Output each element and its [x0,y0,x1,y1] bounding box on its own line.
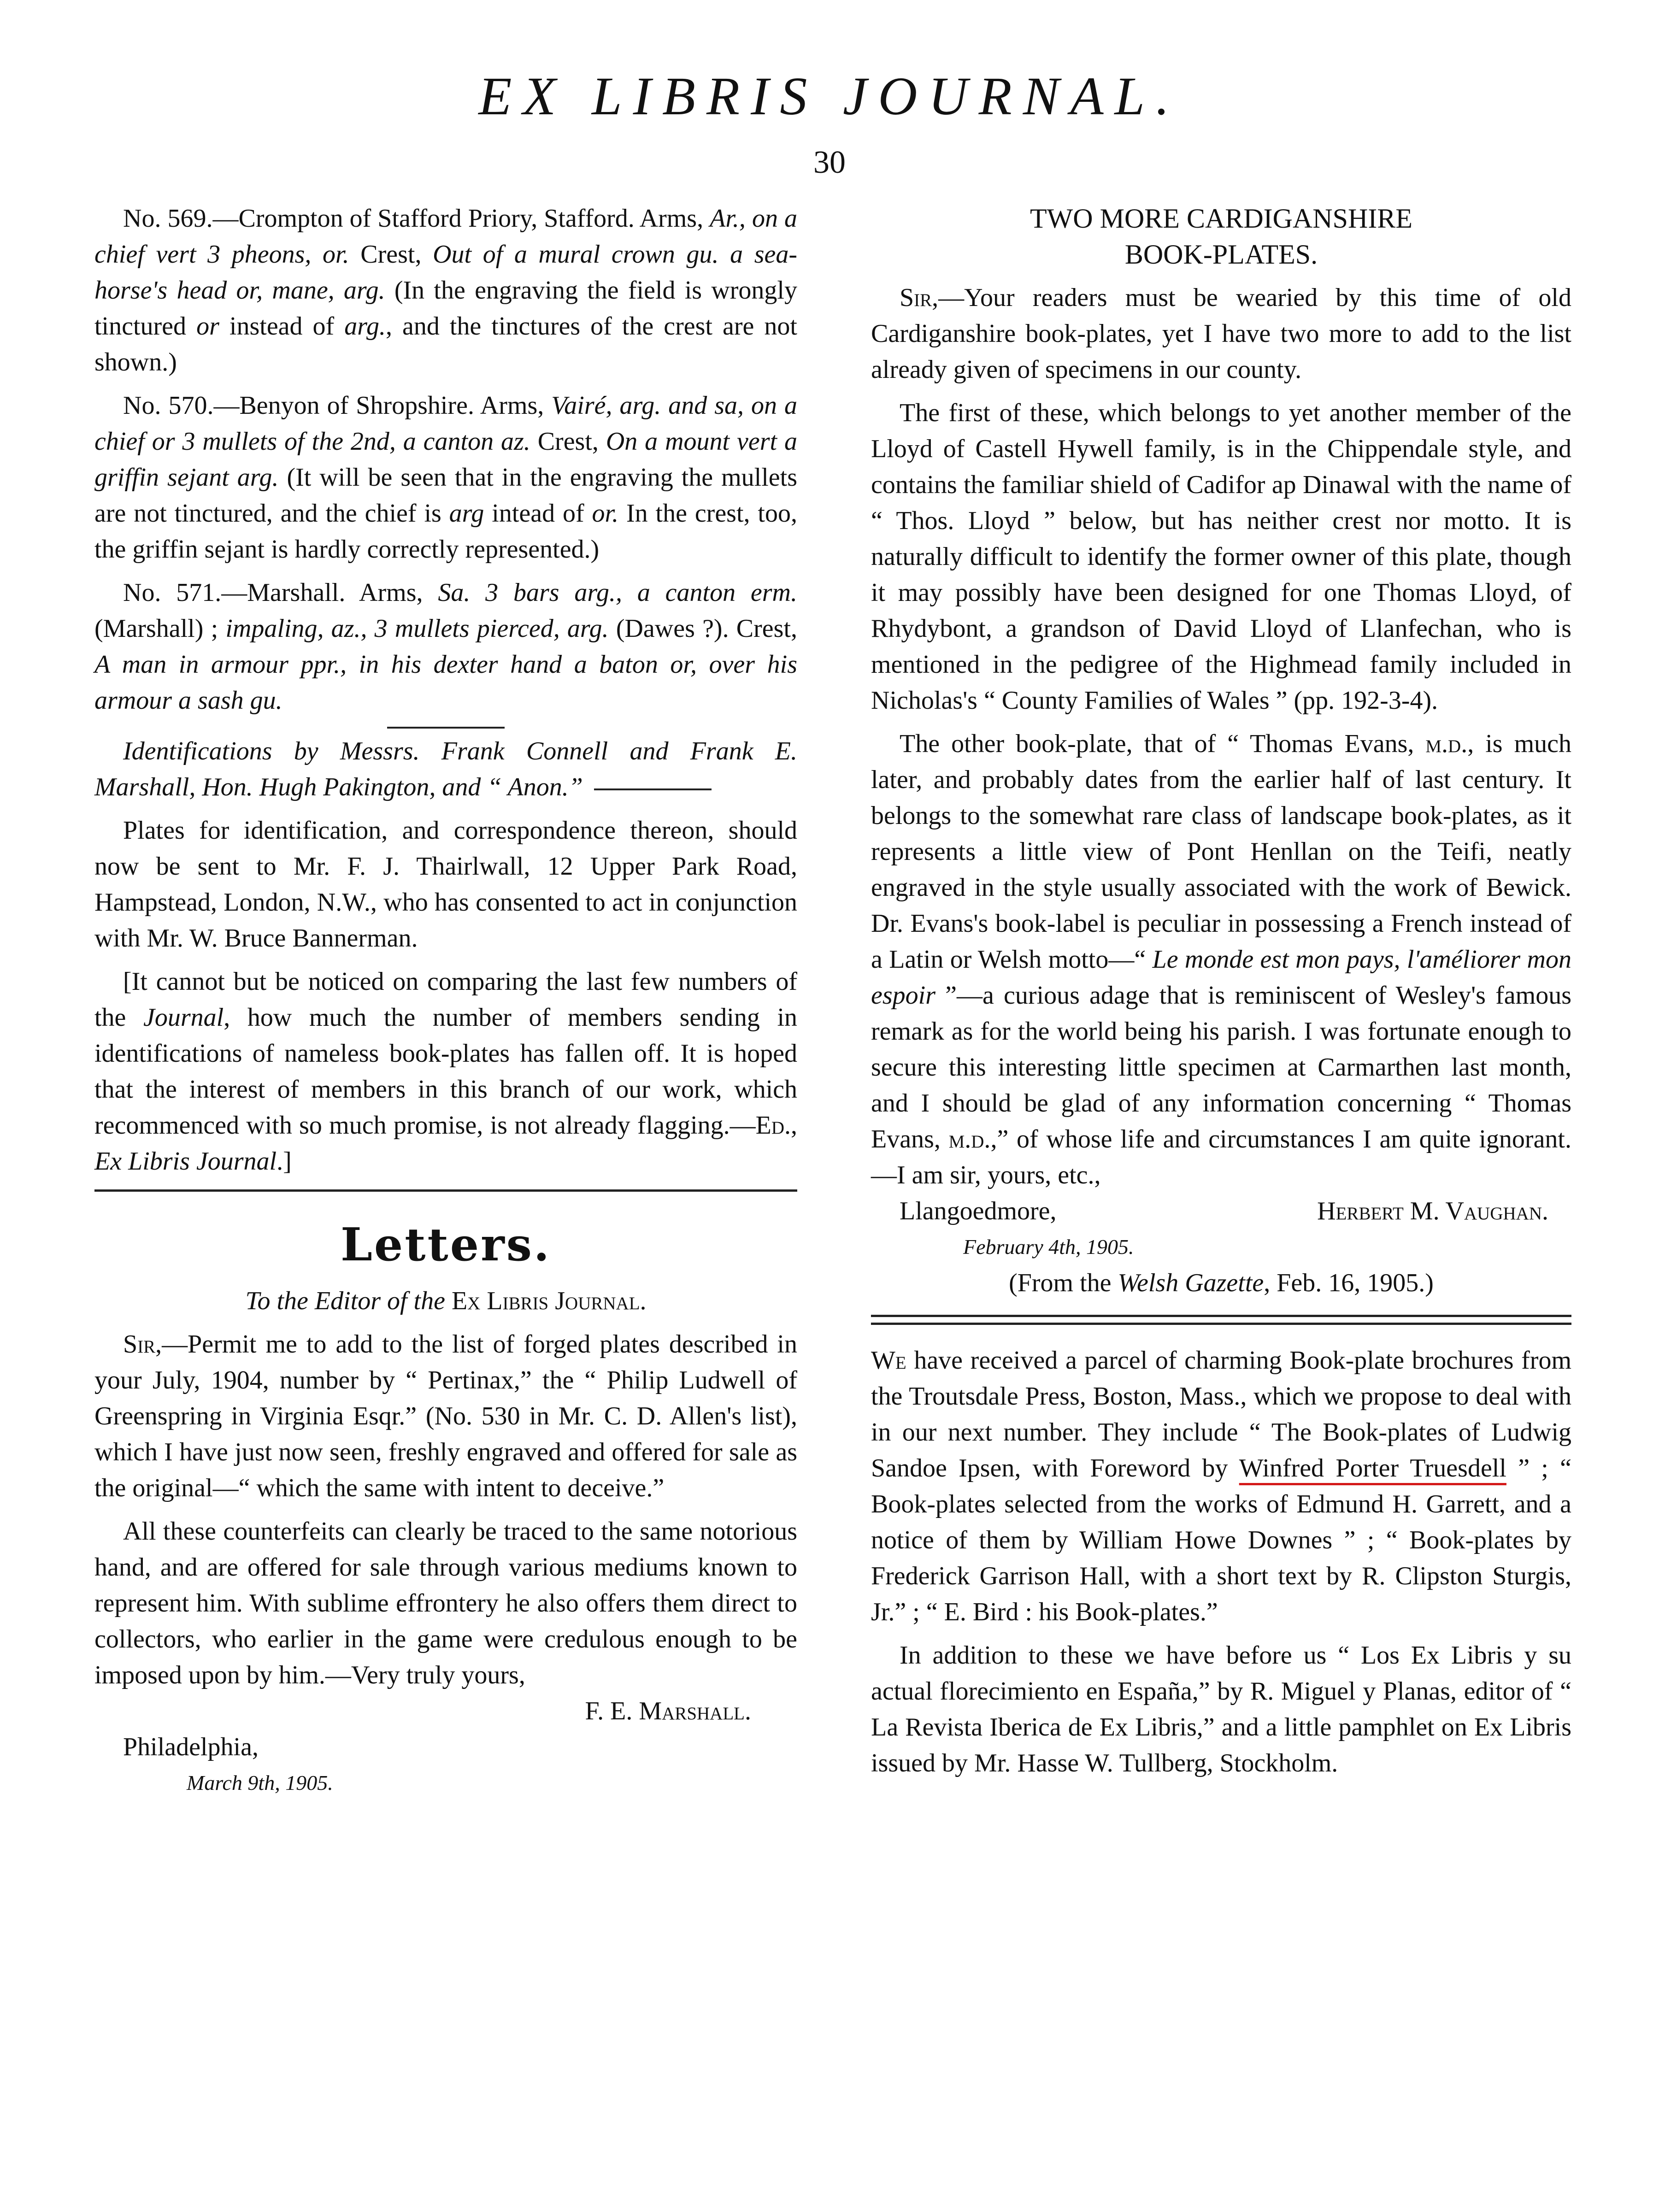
article-p3-b: , is much later, and probably dates from the earlier half of last century. It belongs to the somewhat rare class of landscape book-plates, as it represents a little view of Pont Henllan on the Teifi, neatly engraved in the style usually associated with the work of Bewick. Dr. Evans's book-label is peculiar in possessing a French instead of a Latin or Welsh motto—“ [871,729,1571,974]
letter-place: Philadelphia, [123,1733,259,1761]
journal-title: EX LIBRIS JOURNAL. [478,66,1181,126]
editor-note-b: , how much the number of members sending in identifications of nameless book-plates has fallen off. It is hoped that the interest of members in this branch of our work, which recommenced with so much promise, is not already flagging.— [94,1003,797,1140]
entry-569-note-b: instead of [219,312,345,341]
article-signoff [871,1193,1571,1229]
notice-paragraph-1 [871,1342,1571,1630]
article-p3-md1: m.d. [1425,729,1468,758]
letter-paragraph-2: All these counterfeits can clearly be traced to the same notorious hand, and are offered for sale through various mediums known to represent him. With sublime effrontery he also offers them direct to collectors, who earlier in the game were credulous enough to be imposed upon by him.—Very truly yours, [94,1517,797,1689]
identifications-rule [594,788,712,790]
article-p3-d: ,” of whose life and circumstances I am quite ignorant.—I am sir, yours, etc., [871,1125,1571,1189]
article-p3-md2: m.d. [948,1125,991,1153]
letter-signature [94,1693,797,1729]
article-sir: Sir [900,283,932,312]
entry-569-note-or: or [196,312,219,341]
notice-p1a: have received a parcel of charming Book-plate brochures from the Troutsdale Press, Boston, Mass., which we propose to deal with in our next number. They include “ The Book-plates of Ludwig Sandoe Ipsen, with Foreword by [871,1346,1571,1483]
entry-569-note-c: , and the tinctures of the crest are not shown.) [94,312,797,377]
entry-570-note: (It will be seen that in the engraving the mullets are not tinctured, and the chief is [94,463,797,528]
article-title-line2: BOOK-PLATES. [1124,239,1318,270]
letter-p1-text: ,—Permit me to add to the list of forged plates described in your July, 1904, number by “ Pertinax,” the “ Philip Ludwell of Greenspring in Virginia Esqr.” (No. 530 in Mr. C. D. Allen's list), which I have just now seen, freshly engraved and offered for sale as the original—“ which the same with intent to deceive.” [94,1330,797,1502]
article-date-text: February 4th, 1905. [963,1235,1134,1259]
section-rule [387,727,505,729]
article-p3-c: ”—a curious adage that is reminiscent of Wesley's famous remark as for the world being his parish. I was fortunate enough to secure this interesting little specimen at Carmarthen last month, and I should be glad of any information concerning “ Thomas Evans, [871,981,1571,1153]
article-place: Llangoedmore, [900,1197,1057,1225]
article-date [871,1229,1571,1265]
article-p1-text: ,—Your readers must be wearied by this time of old Cardiganshire book-plates, yet I have two more to add to the list already given of specimens in our county. [871,283,1571,384]
editor-note-journal: Journal [143,1003,224,1032]
entry-570-lead: No. 570.—Benyon of Shropshire. Arms, [123,391,552,420]
entry-569-note: (In the engraving the field is wrongly tinctured [94,276,797,341]
letter-date [94,1765,797,1801]
article-source-b: Welsh Gazette [1118,1269,1264,1297]
editor-note-exlibris: Ex Libris Journal [94,1147,277,1176]
article-source-c: , Feb. 16, 1905.) [1264,1269,1434,1297]
article-source [871,1265,1571,1301]
article-p3-motto: Le monde est mon pays, l'améliorer mon espoir [871,945,1571,1010]
entry-569-note-arg: arg. [344,312,386,341]
editor-note-c: , [791,1111,797,1140]
editor-note-ed: Ed. [755,1111,791,1140]
entry-569-lead: No. 569.—Crompton of Stafford Priory, Stafford. Arms, [123,204,710,233]
entry-570-note-or: or. [592,499,619,528]
entry-571-impaling: impaling, az., 3 mullets pierced, arg. [225,614,609,643]
to-editor-b: Ex Libris Journal [451,1287,640,1315]
left-column [94,200,797,1801]
editor-note-d: .] [276,1147,292,1176]
entry-570 [94,388,797,567]
to-editor-line [94,1283,797,1319]
letter-signature-text: F. E. Marshall. [585,1697,751,1725]
entry-571-arms: Sa. 3 bars arg., a canton erm. [438,578,798,607]
article-p3-a: The other book-plate, that of “ Thomas Evans, [900,729,1426,758]
entry-569-crest-lead: Crest, [349,240,433,269]
letter-paragraph-1 [94,1326,797,1506]
entry-571-m2: (Dawes ?). Crest, [608,614,797,643]
plates-paragraph: Plates for identification, and correspondence thereon, should now be sent to Mr. F. J. Thairlwall, 12 Upper Park Road, Hampstead, London, N.W., who has consented to act in conjunction with Mr. W. Bruce Bannerman. [94,816,797,953]
notice-paragraph-2: In addition to these we have before us “ Los Ex Libris y su actual florecimiento en España,” by R. Miguel y Planas, editor of “ La Revista Iberica de Ex Libris,” and a little pamphlet on Ex Libris issued by Mr. Hasse W. Tullberg, Stockholm. [871,1641,1571,1777]
article-title-line1: TWO MORE CARDIGANSHIRE [1030,203,1412,234]
notice-p1b: ” ; “ Book-plates selected from the works of Edmund H. Garrett, and a notice of them by William Howe Downes ” ; “ Book-plates by Frederick Garrison Hall, with a short text by R. Clipston Sturgis, Jr.” ; “ E. Bird : his Book-plates.” [871,1454,1571,1626]
entry-570-arms: Vairé, arg. and sa, on a chief or 3 mullets of the 2nd, a canton az. [94,391,798,456]
identifications [94,733,797,805]
article-paragraph-2: The first of these, which belongs to yet another member of the Lloyd of Castell Hywell family, is in the Chippendale style, and contains the familiar shield of Cadifor ap Dinawal with the name of “ Thos. Lloyd ” below, but has neither crest nor motto. It is naturally difficult to identify the former owner of this plate, though it may possibly have been designed for one Thomas Lloyd, of Rhydybont, a grandson of David Lloyd of Llanfechan, who is mentioned in the pedigree of the Highmead family included in Nicholas's “ County Families of Wales ” (pp. 192-3-4). [871,399,1571,715]
double-rule-top [871,1315,1571,1317]
entry-571-crest: A man in armour ppr., in his dexter hand a baton or, over his armour a sash gu. [94,650,797,715]
entry-571-m1: (Marshall) ; [94,614,226,643]
letter-sir: Sir [123,1330,156,1359]
editor-note-a: [It cannot but be noticed on comparing the last few numbers of the [94,967,797,1032]
column-divider [94,1189,797,1192]
notice-we: We [871,1346,906,1375]
entry-569 [94,200,797,380]
right-column [871,200,1571,1781]
article-paragraph-3 [871,726,1571,1193]
article-signature: Herbert M. Vaughan. [1317,1197,1548,1225]
entry-569-arms: Ar., on a chief vert 3 pheons, or. [94,204,797,269]
entry-571 [94,575,797,718]
to-editor-c: . [640,1287,647,1315]
entry-570-note-arg: arg [449,499,484,528]
entry-569-crest: Out of a mural crown gu. a sea-horse's head or, mane, arg. [94,240,797,305]
article-paragraph-1 [871,280,1571,388]
identifications-text: Identifications by Messrs. Frank Connell and Frank E. Marshall, Hon. Hugh Pakington, and “ Anon.” [94,737,797,801]
double-rule-bottom [871,1323,1571,1325]
page-number: 30 [813,145,846,180]
editor-note [94,964,797,1179]
entry-570-note-c: In the crest, too, the griffin sejant is hardly correctly represented.) [94,499,797,564]
letters-heading: Letters. [340,1218,552,1271]
article-source-a: (From the [1009,1269,1118,1297]
entry-570-crest: On a mount vert a griffin sejant arg. [94,427,797,492]
entry-571-lead: No. 571.—Marshall. Arms, [123,578,438,607]
to-editor-a: To the Editor of the [245,1287,452,1315]
entry-570-crest-lead: Crest, [530,427,606,456]
entry-570-note-b: intead of [484,499,592,528]
letter-date-text: March 9th, 1905. [187,1771,333,1794]
highlighted-author-name: Winfred Porter Truesdell [1239,1454,1506,1483]
